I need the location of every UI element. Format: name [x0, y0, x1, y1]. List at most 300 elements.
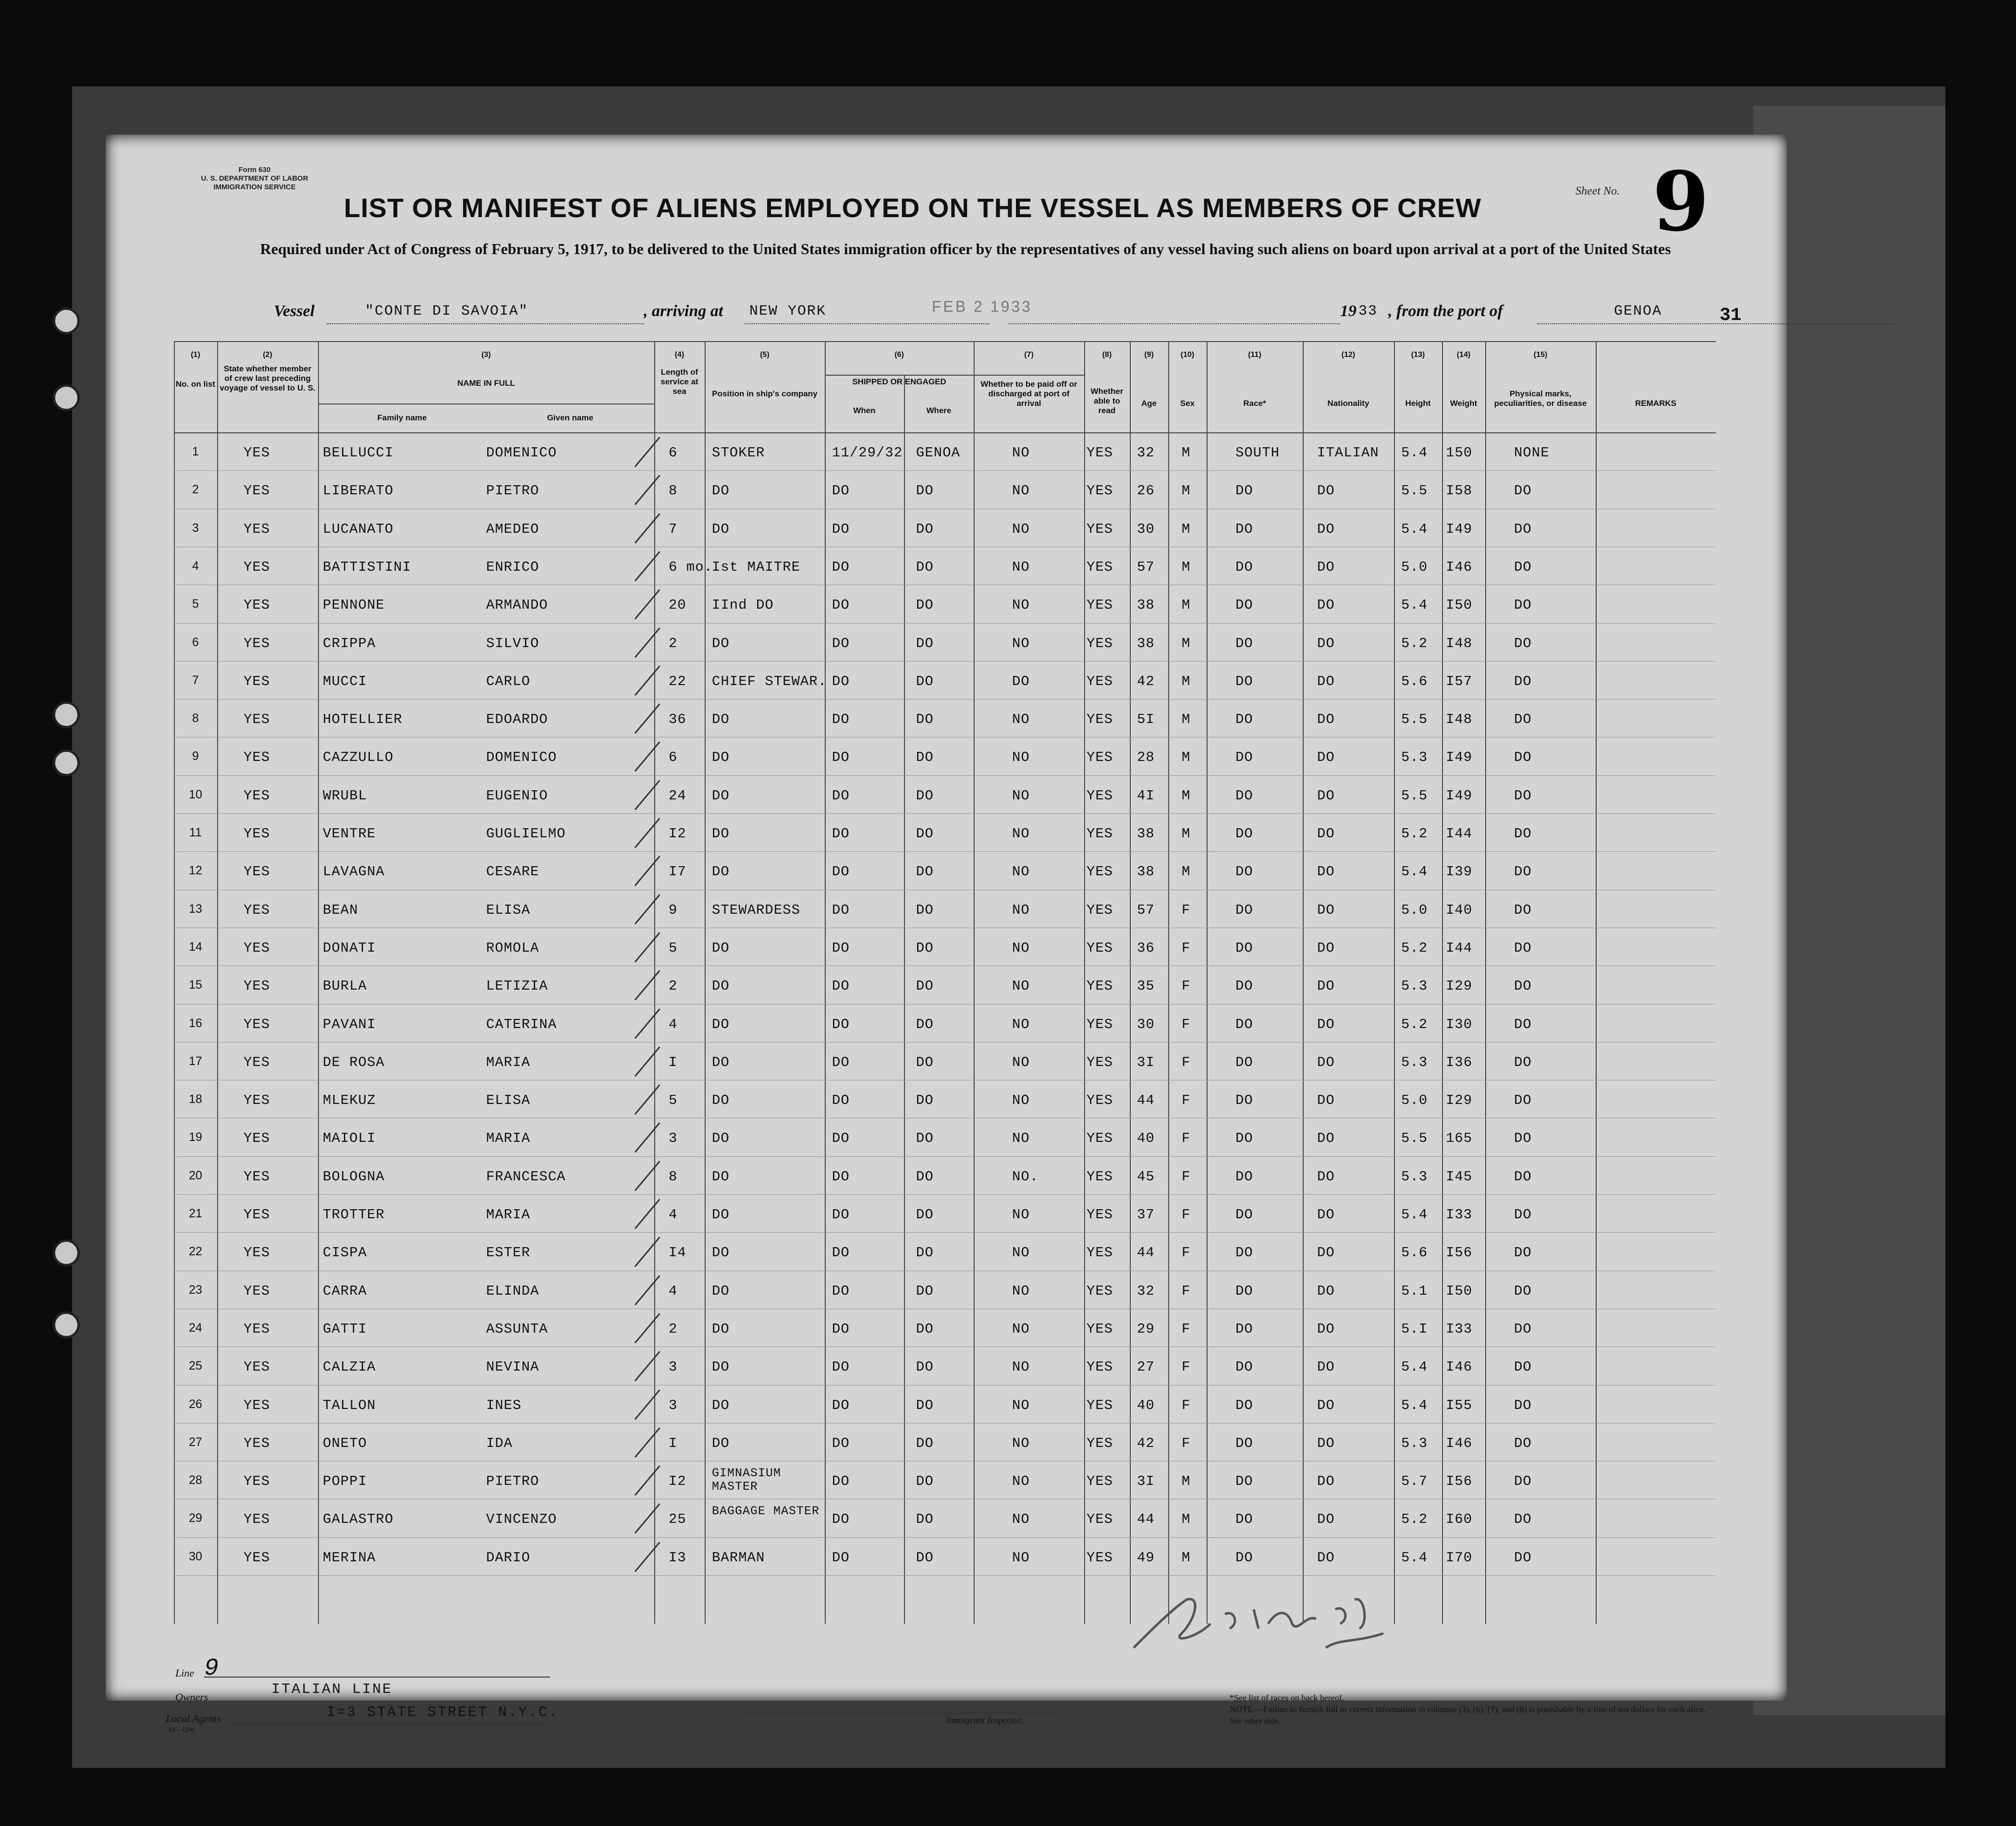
- cell-physical: DO: [1514, 597, 1532, 613]
- check-mark-icon: [635, 551, 660, 581]
- cell-shipped-when: DO: [832, 1435, 850, 1451]
- line-value: 9: [204, 1655, 220, 1682]
- cell-height: 5.5: [1401, 787, 1428, 804]
- cell-nationality: DO: [1317, 1549, 1335, 1566]
- cell-prev-voyage: YES: [244, 673, 270, 689]
- cell-physical: DO: [1514, 1473, 1532, 1490]
- cell-height: 5.3: [1401, 978, 1428, 994]
- cell-shipped-where: DO: [916, 635, 934, 651]
- cell-sex: F: [1182, 1092, 1191, 1109]
- cell-position: STOKER: [712, 445, 765, 461]
- cell-length-service: 6: [669, 749, 678, 766]
- cell-shipped-when: DO: [832, 521, 850, 537]
- cell-nationality: DO: [1317, 1130, 1335, 1147]
- cell-weight: I49: [1446, 749, 1473, 766]
- cell-sex: M: [1182, 787, 1191, 804]
- cell-position: DO: [712, 1283, 730, 1299]
- cell-length-service: 5: [669, 1092, 678, 1109]
- note-star: *See list of races on back hereof.: [1230, 1693, 1344, 1703]
- cell-race: SOUTH: [1235, 445, 1280, 461]
- cell-nationality: DO: [1317, 978, 1335, 994]
- cell-family-name: MUCCI: [323, 673, 367, 689]
- cell-able-read: YES: [1087, 559, 1113, 575]
- cell-race: DO: [1235, 749, 1253, 766]
- cell-physical: DO: [1514, 635, 1532, 651]
- cell-race: DO: [1235, 940, 1253, 956]
- cell-position: DO: [712, 1245, 730, 1261]
- cell-prev-voyage: YES: [244, 940, 270, 956]
- check-mark-icon: [635, 589, 660, 619]
- cell-weight: 165: [1446, 1130, 1473, 1147]
- arriving-label: , arriving at: [644, 302, 723, 320]
- cell-weight: I30: [1446, 1016, 1473, 1032]
- cell-able-read: YES: [1087, 978, 1113, 994]
- check-mark-icon: [635, 665, 660, 696]
- cell-sex: F: [1182, 1359, 1191, 1375]
- cell-age: 40: [1137, 1397, 1155, 1413]
- header-physical: Physical marks, peculiarities, or disease: [1494, 389, 1587, 408]
- cell-race: DO: [1235, 1321, 1253, 1337]
- cell-height: 5.4: [1401, 445, 1428, 461]
- cell-given-name: MARIA: [486, 1130, 531, 1147]
- cell-shipped-where: DO: [916, 521, 934, 537]
- cell-given-name: NEVINA: [486, 1359, 539, 1375]
- row-number: 18: [189, 1092, 202, 1106]
- cell-position: DO: [712, 483, 730, 499]
- cell-race: DO: [1235, 711, 1253, 728]
- cell-prev-voyage: YES: [244, 1207, 270, 1223]
- cell-length-service: I: [669, 1435, 678, 1451]
- cell-weight: I48: [1446, 711, 1473, 728]
- cell-family-name: LIBERATO: [323, 483, 394, 499]
- cell-able-read: YES: [1087, 1359, 1113, 1375]
- cell-shipped-when: DO: [832, 559, 850, 575]
- cell-weight: I40: [1446, 902, 1473, 918]
- cell-family-name: ONETO: [323, 1435, 367, 1451]
- cell-length-service: 8: [669, 1168, 678, 1185]
- cell-family-name: LAVAGNA: [323, 864, 385, 880]
- cell-shipped-where: DO: [916, 1511, 934, 1528]
- row-number: 16: [189, 1016, 202, 1030]
- margin-note: 31: [1720, 305, 1742, 326]
- row-number: 20: [189, 1168, 202, 1182]
- cell-shipped-when: DO: [832, 1207, 850, 1223]
- cell-nationality: DO: [1317, 711, 1335, 728]
- cell-prev-voyage: YES: [244, 902, 270, 918]
- cell-family-name: CRIPPA: [323, 635, 376, 651]
- cell-given-name: ESTER: [486, 1245, 531, 1261]
- cell-position: DO: [712, 978, 730, 994]
- cell-age: 3I: [1137, 1054, 1155, 1070]
- cell-able-read: YES: [1087, 635, 1113, 651]
- cell-age: 29: [1137, 1321, 1155, 1337]
- cell-paid-off: NO: [1012, 1397, 1030, 1413]
- row-divider: [174, 470, 1716, 471]
- cell-length-service: 2: [669, 1321, 678, 1337]
- cell-shipped-when: DO: [832, 1016, 850, 1032]
- cell-race: DO: [1235, 826, 1253, 842]
- cell-paid-off: NO: [1012, 597, 1030, 613]
- header-given-name: Given name: [547, 413, 594, 422]
- cell-age: 45: [1137, 1168, 1155, 1185]
- cell-weight: I55: [1446, 1397, 1473, 1413]
- cell-height: 5.6: [1401, 673, 1428, 689]
- cell-position: DO: [712, 864, 730, 880]
- cell-age: 36: [1137, 940, 1155, 956]
- inspector-signature-line: [745, 1713, 1062, 1714]
- col-1-number: (1): [191, 351, 200, 359]
- cell-physical: DO: [1514, 521, 1532, 537]
- cell-given-name: GUGLIELMO: [486, 826, 566, 842]
- cell-height: 5.5: [1401, 1130, 1428, 1147]
- cell-height: 5.4: [1401, 1207, 1428, 1223]
- row-number: 11: [189, 826, 202, 839]
- cell-weight: I33: [1446, 1321, 1473, 1337]
- header-length-service: Length of service at sea: [660, 368, 698, 396]
- cell-age: 30: [1137, 521, 1155, 537]
- cell-nationality: DO: [1317, 787, 1335, 804]
- row-number: 17: [189, 1054, 202, 1068]
- cell-nationality: DO: [1317, 1168, 1335, 1185]
- cell-sex: M: [1182, 826, 1191, 842]
- header-age: Age: [1141, 399, 1157, 408]
- col-15-number: (15): [1533, 351, 1548, 359]
- cell-given-name: CATERINA: [486, 1016, 557, 1032]
- underline: [1537, 323, 1893, 324]
- cell-sex: F: [1182, 1435, 1191, 1451]
- row-divider: [174, 1575, 1716, 1576]
- cell-shipped-where: DO: [916, 1016, 934, 1032]
- cell-given-name: CESARE: [486, 864, 539, 880]
- cell-length-service: 8: [669, 483, 678, 499]
- row-divider: [174, 1232, 1716, 1233]
- page-title: LIST OR MANIFEST OF ALIENS EMPLOYED ON THE VESSEL AS MEMBERS OF CREW: [343, 193, 1482, 223]
- cell-given-name: DOMENICO: [486, 445, 557, 461]
- check-mark-icon: [635, 703, 660, 734]
- cell-shipped-where: DO: [916, 1473, 934, 1490]
- cell-sex: F: [1182, 940, 1191, 956]
- cell-length-service: 4: [669, 1207, 678, 1223]
- cell-length-service: 6: [669, 445, 678, 461]
- cell-weight: I29: [1446, 1092, 1473, 1109]
- col-2-number: (2): [263, 351, 272, 359]
- cell-shipped-when: DO: [832, 483, 850, 499]
- cell-weight: I58: [1446, 483, 1473, 499]
- cell-height: 5.3: [1401, 1054, 1428, 1070]
- cell-age: 44: [1137, 1092, 1155, 1109]
- cell-race: DO: [1235, 1511, 1253, 1528]
- cell-able-read: YES: [1087, 1397, 1113, 1413]
- cell-weight: I46: [1446, 559, 1473, 575]
- cell-physical: DO: [1514, 1207, 1532, 1223]
- form-header: [183, 166, 327, 192]
- cell-height: 5.3: [1401, 1435, 1428, 1451]
- check-mark-icon: [635, 1351, 660, 1381]
- cell-length-service: 5: [669, 940, 678, 956]
- cell-sex: F: [1182, 1283, 1191, 1299]
- cell-paid-off: NO: [1012, 1435, 1030, 1451]
- cell-able-read: YES: [1087, 1435, 1113, 1451]
- cell-physical: DO: [1514, 902, 1532, 918]
- row-number: 6: [192, 635, 199, 649]
- shipped-rule: [825, 375, 1084, 376]
- cell-paid-off: DO: [1012, 673, 1030, 689]
- cell-given-name: INES: [486, 1397, 522, 1413]
- cell-paid-off: NO: [1012, 1207, 1030, 1223]
- cell-shipped-where: DO: [916, 902, 934, 918]
- page-subtitle: Required under Act of Congress of February 5, 1917, to be delivered to the United States immigration officer by the representatives of any vessel having such aliens on board upon arrival at a port of the United States: [260, 240, 1671, 257]
- cell-shipped-when: DO: [832, 1511, 850, 1528]
- cell-prev-voyage: YES: [244, 597, 270, 613]
- cell-height: 5.4: [1401, 597, 1428, 613]
- punch-hole: [53, 307, 80, 334]
- note-penalty: NOTE.—Failure to furnish full or correct information in columns (3), (6), (7), and (8) is punishable by a fine of ten dollars for each alien. See other side.: [1230, 1704, 1706, 1726]
- cell-position: Ist MAITRE: [712, 559, 801, 575]
- cell-prev-voyage: YES: [244, 1435, 270, 1451]
- cell-sex: F: [1182, 1397, 1191, 1413]
- year-prefix: 19: [1340, 302, 1356, 320]
- cell-sex: M: [1182, 1549, 1191, 1566]
- check-mark-icon: [635, 1427, 660, 1458]
- cell-paid-off: NO: [1012, 1549, 1030, 1566]
- row-number: 14: [189, 940, 202, 954]
- cell-height: 5.4: [1401, 864, 1428, 880]
- cell-length-service: 4: [669, 1283, 678, 1299]
- cell-able-read: YES: [1087, 1130, 1113, 1147]
- col-11-number: (11): [1248, 351, 1261, 359]
- cell-height: 5.2: [1401, 940, 1428, 956]
- cell-given-name: ASSUNTA: [486, 1321, 548, 1337]
- cell-race: DO: [1235, 521, 1253, 537]
- cell-race: DO: [1235, 483, 1253, 499]
- cell-nationality: DO: [1317, 1054, 1335, 1070]
- check-mark-icon: [635, 437, 660, 467]
- cell-able-read: YES: [1087, 749, 1113, 766]
- cell-nationality: DO: [1317, 1207, 1335, 1223]
- cell-position: DO: [712, 1359, 730, 1375]
- punch-hole: [53, 701, 80, 728]
- cell-length-service: I4: [669, 1245, 686, 1261]
- cell-position: DO: [712, 635, 730, 651]
- cell-age: 30: [1137, 1016, 1155, 1032]
- underline: [327, 323, 644, 324]
- cell-given-name: EUGENIO: [486, 787, 548, 804]
- cell-shipped-when: DO: [832, 635, 850, 651]
- cell-age: 37: [1137, 1207, 1155, 1223]
- cell-shipped-when: DO: [832, 749, 850, 766]
- cell-paid-off: NO: [1012, 521, 1030, 537]
- cell-paid-off: NO: [1012, 1054, 1030, 1070]
- cell-nationality: DO: [1317, 1511, 1335, 1528]
- cell-length-service: 2: [669, 978, 678, 994]
- year-value: 33: [1358, 303, 1378, 319]
- cell-given-name: ELINDA: [486, 1283, 539, 1299]
- cell-nationality: ITALIAN: [1317, 445, 1379, 461]
- cell-age: 38: [1137, 864, 1155, 880]
- cell-physical: DO: [1514, 1245, 1532, 1261]
- cell-position: DO: [712, 1168, 730, 1185]
- cell-able-read: YES: [1087, 1168, 1113, 1185]
- cell-given-name: PIETRO: [486, 1473, 539, 1490]
- cell-physical: DO: [1514, 1435, 1532, 1451]
- cell-weight: 150: [1446, 445, 1473, 461]
- cell-physical: DO: [1514, 1283, 1532, 1299]
- cell-position: DO: [712, 1054, 730, 1070]
- cell-position: DO: [712, 1207, 730, 1223]
- cell-prev-voyage: YES: [244, 1359, 270, 1375]
- cell-shipped-when: DO: [832, 1130, 850, 1147]
- cell-prev-voyage: YES: [244, 978, 270, 994]
- check-mark-icon: [635, 1046, 660, 1077]
- cell-shipped-when: DO: [832, 1473, 850, 1490]
- cell-physical: DO: [1514, 711, 1532, 728]
- cell-paid-off: NO: [1012, 445, 1030, 461]
- cell-sex: F: [1182, 1245, 1191, 1261]
- cell-weight: I33: [1446, 1207, 1473, 1223]
- cell-shipped-when: DO: [832, 1549, 850, 1566]
- cell-shipped-when: DO: [832, 1283, 850, 1299]
- col-13-number: (13): [1411, 351, 1425, 359]
- cell-length-service: I3: [669, 1549, 686, 1566]
- cell-able-read: YES: [1087, 1092, 1113, 1109]
- header-height: Height: [1405, 399, 1431, 408]
- cell-prev-voyage: YES: [244, 787, 270, 804]
- cell-length-service: 6 mo.: [669, 559, 713, 575]
- cell-paid-off: NO: [1012, 1092, 1030, 1109]
- cell-position: DO: [712, 1130, 730, 1147]
- check-mark-icon: [635, 1084, 660, 1115]
- cell-sex: M: [1182, 711, 1191, 728]
- cell-age: 27: [1137, 1359, 1155, 1375]
- cell-age: 42: [1137, 673, 1155, 689]
- cell-position: DO: [712, 826, 730, 842]
- cell-able-read: YES: [1087, 1321, 1113, 1337]
- cell-height: 5.I: [1401, 1321, 1428, 1337]
- cell-length-service: I7: [669, 864, 686, 880]
- cell-family-name: GALASTRO: [323, 1511, 394, 1528]
- row-number: 13: [189, 902, 202, 916]
- cell-race: DO: [1235, 787, 1253, 804]
- cell-sex: F: [1182, 1168, 1191, 1185]
- cell-age: 32: [1137, 445, 1155, 461]
- cell-physical: DO: [1514, 559, 1532, 575]
- cell-age: 26: [1137, 483, 1155, 499]
- check-mark-icon: [635, 780, 660, 810]
- cell-height: 5.1: [1401, 1283, 1428, 1299]
- cell-shipped-when: DO: [832, 711, 850, 728]
- cell-family-name: CISPA: [323, 1245, 367, 1261]
- row-number: 21: [189, 1207, 202, 1220]
- row-number: 12: [189, 864, 202, 878]
- check-mark-icon: [635, 1199, 660, 1229]
- cell-given-name: DARIO: [486, 1549, 531, 1566]
- row-divider: [174, 775, 1716, 776]
- cell-weight: I46: [1446, 1359, 1473, 1375]
- cell-race: DO: [1235, 597, 1253, 613]
- cell-nationality: DO: [1317, 559, 1335, 575]
- cell-able-read: YES: [1087, 673, 1113, 689]
- cell-weight: I46: [1446, 1435, 1473, 1451]
- cell-race: DO: [1235, 1054, 1253, 1070]
- cell-family-name: CALZIA: [323, 1359, 376, 1375]
- cell-paid-off: NO: [1012, 483, 1030, 499]
- underline: [745, 323, 990, 324]
- crew-table: [174, 341, 1716, 1624]
- row-divider: [174, 1194, 1716, 1195]
- cell-height: 5.2: [1401, 635, 1428, 651]
- sheet-number: 9: [1652, 154, 1710, 250]
- cell-shipped-where: DO: [916, 711, 934, 728]
- cell-family-name: DONATI: [323, 940, 376, 956]
- cell-weight: I44: [1446, 940, 1473, 956]
- row-number: 29: [189, 1511, 202, 1525]
- cell-height: 5.6: [1401, 1245, 1428, 1261]
- cell-height: 5.3: [1401, 1168, 1428, 1185]
- cell-age: 28: [1137, 749, 1155, 766]
- cell-weight: I48: [1446, 635, 1473, 651]
- table-top-rule: [174, 341, 1716, 342]
- underline: [1009, 323, 1340, 324]
- cell-family-name: HOTELLIER: [323, 711, 403, 728]
- cell-age: 4I: [1137, 787, 1155, 804]
- col-4-number: (4): [674, 351, 684, 359]
- cell-family-name: BEAN: [323, 902, 358, 918]
- cell-length-service: 3: [669, 1397, 678, 1413]
- cell-height: 5.5: [1401, 711, 1428, 728]
- header-able-read: Whether able to read: [1090, 387, 1124, 415]
- cell-shipped-where: DO: [916, 978, 934, 994]
- cell-able-read: YES: [1087, 483, 1113, 499]
- row-number: 25: [189, 1359, 202, 1373]
- cell-paid-off: NO: [1012, 711, 1030, 728]
- cell-race: DO: [1235, 1092, 1253, 1109]
- cell-prev-voyage: YES: [244, 635, 270, 651]
- cell-prev-voyage: YES: [244, 445, 270, 461]
- cell-sex: M: [1182, 673, 1191, 689]
- form-code: 14—1240: [168, 1727, 195, 1734]
- col-12-number: (12): [1341, 351, 1356, 359]
- row-number: 7: [192, 673, 199, 687]
- cell-race: DO: [1235, 1168, 1253, 1185]
- cell-position: DO: [712, 521, 730, 537]
- cell-given-name: DOMENICO: [486, 749, 557, 766]
- cell-sex: M: [1182, 597, 1191, 613]
- cell-prev-voyage: YES: [244, 711, 270, 728]
- cell-nationality: DO: [1317, 1321, 1335, 1337]
- punch-hole: [53, 1311, 80, 1338]
- cell-sex: M: [1182, 445, 1191, 461]
- cell-sex: M: [1182, 749, 1191, 766]
- cell-shipped-where: DO: [916, 1207, 934, 1223]
- cell-position: IInd DO: [712, 597, 774, 613]
- cell-weight: I50: [1446, 1283, 1473, 1299]
- cell-position: BARMAN: [712, 1549, 765, 1566]
- row-number: 19: [189, 1130, 202, 1144]
- cell-given-name: ELISA: [486, 902, 531, 918]
- cell-shipped-when: DO: [832, 1359, 850, 1375]
- punch-hole: [53, 1239, 80, 1266]
- cell-given-name: MARIA: [486, 1207, 531, 1223]
- cell-nationality: DO: [1317, 1473, 1335, 1490]
- cell-nationality: DO: [1317, 1397, 1335, 1413]
- cell-height: 5.7: [1401, 1473, 1428, 1490]
- cell-given-name: ROMOLA: [486, 940, 539, 956]
- cell-age: 38: [1137, 826, 1155, 842]
- cell-race: DO: [1235, 1207, 1253, 1223]
- cell-race: DO: [1235, 1359, 1253, 1375]
- cell-shipped-when: DO: [832, 1054, 850, 1070]
- cell-paid-off: NO: [1012, 1130, 1030, 1147]
